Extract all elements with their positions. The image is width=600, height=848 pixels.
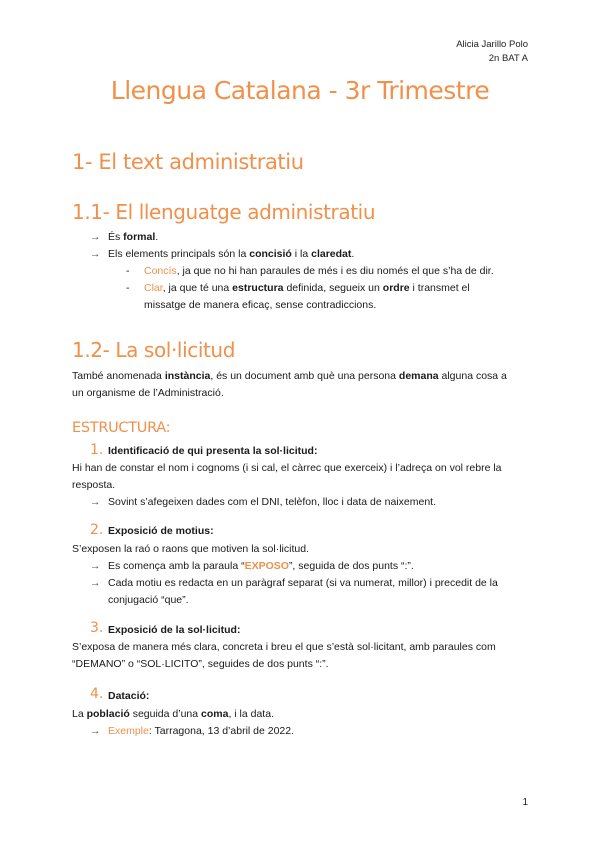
item-number: 3. [90, 620, 104, 636]
dash-clar-cont: missatge de manera eficaç, sense contradiccions. [144, 299, 377, 311]
page-header [456, 38, 528, 66]
item-number: 4. [90, 686, 104, 702]
item-number: 2. [90, 522, 104, 538]
intro-paragraph: També anomenada instància, és un document amb què una persona demana alguna cosa a [72, 370, 507, 382]
section-heading-1-1: 1.1- El llenguatge administratiu [72, 200, 376, 224]
arrow-icon: → [90, 725, 101, 737]
item-title: Identificació de qui presenta la sol·licitud: [108, 445, 318, 457]
class-name: 2n BAT A [488, 53, 528, 64]
document-title: Llengua Catalana - 3r Trimestre [110, 76, 490, 105]
dash-clar: - Clar, ja que té una estructura definida, segueix un ordre i transmet el [126, 282, 470, 294]
arrow-icon: → [90, 560, 101, 572]
bullet-elements: → Els elements principals són la concisió i la claredat. [90, 246, 354, 263]
dash-concis: - Concís, ja que no hi han paraules de més i es diu només el que s’ha de dir. [126, 265, 494, 277]
item-bullet: → Exemple: Tarragona, 13 d’abril de 2022. [90, 723, 294, 740]
item-text: “DEMANO” o “SOL·LICITO”, seguides de dos punts “:”. [72, 658, 329, 670]
item-title: Datació: [108, 690, 150, 702]
section-heading-1-2: 1.2- La sol·licitud [72, 338, 235, 362]
item-title: Exposició de la sol·licitud: [108, 624, 241, 636]
item-text: Hi han de constar el nom i cognoms (i si cal, el càrrec que exerceix) i l’adreça on vol rebre la [72, 462, 502, 474]
item-title: Exposició de motius: [108, 525, 214, 537]
item-bullet: → Sovint s’afegeixen dades com el DNI, telèfon, lloc i data de naixement. [90, 494, 436, 511]
estructura-heading: ESTRUCTURA: [72, 420, 171, 436]
section-heading-1: 1- El text administratiu [72, 150, 304, 174]
intro-paragraph-cont: un organisme de l’Administració. [72, 387, 224, 399]
item-number: 1. [90, 442, 104, 458]
item-text: S’exposa de manera més clara, concreta i breu el que s’està sol·licitant, amb paraules com [72, 641, 496, 653]
arrow-icon: → [90, 231, 101, 243]
bullet-formal: → És formal. [90, 229, 158, 246]
arrow-icon: → [90, 248, 101, 260]
author-name: Alicia Jarillo Polo [456, 39, 528, 50]
arrow-icon: → [90, 496, 101, 508]
page-number: 1 [522, 797, 528, 808]
arrow-icon: → [90, 577, 101, 589]
item-bullet: → Cada motiu es redacta en un paràgraf separat (si va numerat, millor) i precedit de la [90, 575, 498, 592]
item-bullet: → Es comença amb la paraula “EXPOSO”, seguida de dos punts “:”. [90, 558, 414, 575]
item-text: La població seguida d’una coma, i la data. [72, 708, 274, 720]
item-text: resposta. [72, 479, 116, 491]
item-bullet-cont: conjugació “que”. [108, 594, 189, 606]
item-text: S’exposen la raó o raons que motiven la sol·licitud. [72, 543, 309, 555]
